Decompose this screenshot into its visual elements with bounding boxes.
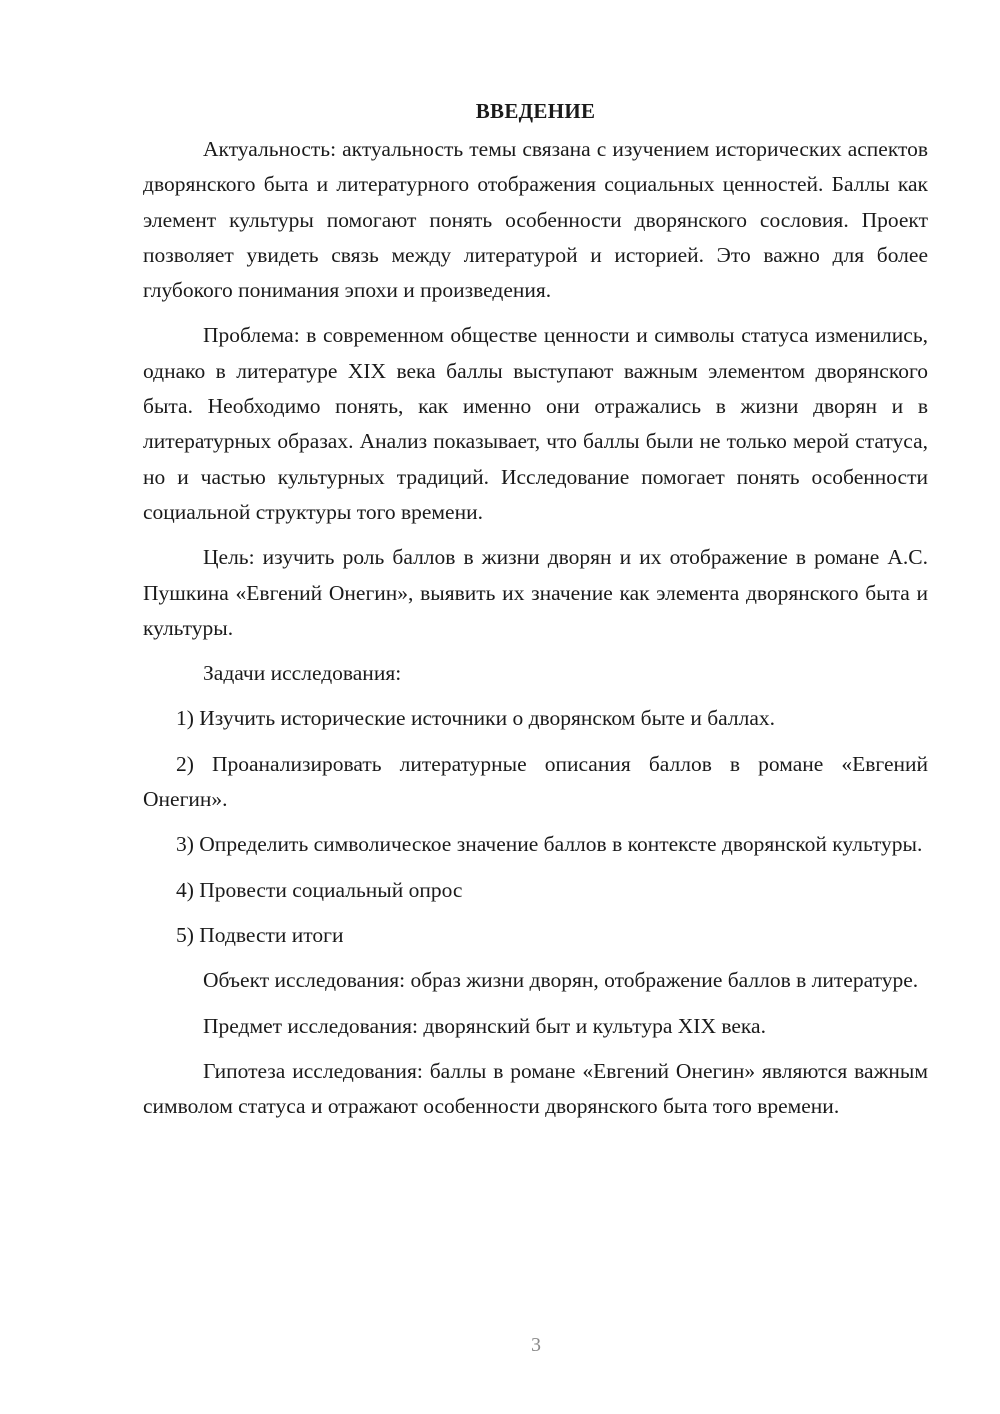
task-item: 4) Провести социальный опрос: [176, 877, 463, 902]
tasks-heading: Задачи исследования:: [203, 661, 402, 686]
task-item: 3) Определить символическое значение баллов в контексте дворянской культуры.: [176, 832, 923, 857]
relevance-paragraph: Актуальность: актуальность темы связана с изучением исторических аспектов дворянского быта и литературного отображения социальных ценностей. Баллы как элемент культуры помогают понять особенности дворянского сословия. Проект позволяет увидеть связь между литературой и историей. Это важно для более глубокого понимания эпохи и произведения.: [143, 137, 928, 303]
subject-paragraph: Предмет исследования: дворянский быт и культура XIX века.: [203, 1013, 766, 1038]
page-title: ВВЕДЕНИЕ: [475, 99, 596, 123]
object-paragraph: Объект исследования: образ жизни дворян, отображение баллов в литературе.: [203, 968, 919, 993]
task-item: 5) Подвести итоги: [176, 922, 344, 947]
task-item: 2) Проанализировать литературные описания баллов в романе «Евгений Онегин».: [143, 751, 928, 812]
task-item: 1) Изучить исторические источники о дворянском быте и баллах.: [176, 706, 776, 731]
problem-paragraph: Проблема: в современном обществе ценности и символы статуса изменились, однако в литературе XIX века баллы выступают важным элементом дворянского быта. Необходимо понять, как именно они отражались в жизни дворян и в литературных образах. Анализ показывает, что баллы были не только мерой статуса, но и частью культурных традиций. Исследование помогает понять особенности социальной структуры того времени.: [143, 323, 928, 524]
page-content: [143, 96, 928, 1134]
hypothesis-paragraph: Гипотеза исследования: баллы в романе «Евгений Онегин» являются важным символом статуса и отражают особенности дворянского быта того времени.: [143, 1058, 928, 1119]
page-number: 3: [531, 1334, 541, 1356]
goal-paragraph: Цель: изучить роль баллов в жизни дворян и их отображение в романе А.С. Пушкина «Евгений Онегин», выявить их значение как элемента дворянского быта и культуры.: [143, 545, 928, 640]
